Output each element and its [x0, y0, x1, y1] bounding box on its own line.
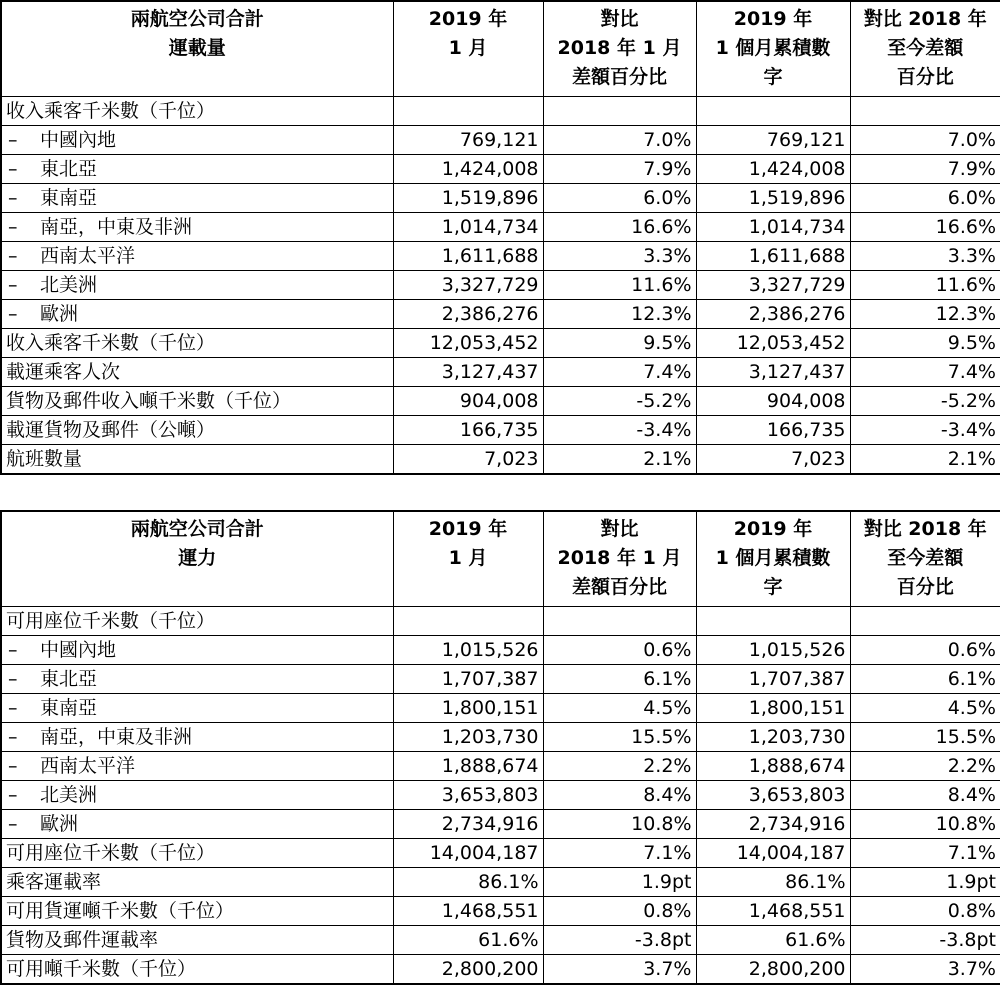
- traffic-header-1: [393, 1, 543, 96]
- traffic-row-label: [1, 299, 393, 328]
- traffic-cell-v1: 1,519,896: [393, 183, 543, 212]
- traffic-cell-v2: 7.9%: [543, 154, 696, 183]
- traffic-cell-v3: 1,014,734: [696, 212, 850, 241]
- capacity-row-label: [1, 867, 393, 896]
- traffic-cell-v1: 12,053,452: [393, 328, 543, 357]
- traffic-header-3-line: 字: [763, 66, 783, 88]
- traffic-cell-v3: 904,008: [696, 386, 850, 415]
- capacity-row-label-text: 歐洲: [40, 812, 79, 835]
- capacity-row-label: [1, 896, 393, 925]
- capacity-row-label-text: 貨物及郵件運載率: [6, 928, 159, 951]
- traffic-table-body: [1, 96, 1000, 474]
- capacity-row-label-text: 可用噸千米數（千位）: [6, 957, 197, 980]
- traffic-cell-v4: 7.0%: [850, 125, 1000, 154]
- capacity-header-3: [696, 511, 850, 606]
- traffic-cell-v2: -5.2%: [543, 386, 696, 415]
- capacity-cell-v2: 7.1%: [543, 838, 696, 867]
- table-row: [1, 444, 1000, 474]
- traffic-section-empty-cell: [393, 96, 543, 125]
- capacity-header-3-line: 1 個月累積數: [715, 547, 831, 569]
- traffic-header-2: [543, 1, 696, 96]
- capacity-row-label: [1, 780, 393, 809]
- table-row: [1, 722, 1000, 751]
- traffic-cell-v4: 7.4%: [850, 357, 1000, 386]
- traffic-row-label-text: 載運貨物及郵件（公噸）: [6, 418, 216, 441]
- capacity-header-4-line: 百分比: [896, 576, 954, 598]
- traffic-cell-v1: 7,023: [393, 444, 543, 474]
- table-row: [1, 241, 1000, 270]
- traffic-header-4: [850, 1, 1000, 96]
- capacity-header-0: [1, 511, 393, 606]
- capacity-header-3-line: 字: [763, 576, 783, 598]
- traffic-row-label: [1, 328, 393, 357]
- table-row: [1, 664, 1000, 693]
- capacity-section-empty-cell: [850, 606, 1000, 635]
- traffic-row-label-text: 歐洲: [40, 302, 79, 325]
- traffic-cell-v2: 11.6%: [543, 270, 696, 299]
- capacity-cell-v3: 14,004,187: [696, 838, 850, 867]
- capacity-row-label: [1, 635, 393, 664]
- traffic-cell-v1: 1,014,734: [393, 212, 543, 241]
- traffic-table-header: [1, 1, 1000, 96]
- capacity-header-3-line: 2019 年: [733, 518, 813, 540]
- traffic-row-label: [1, 415, 393, 444]
- traffic-header-1-line: 2019 年: [428, 8, 508, 30]
- traffic-cell-v4: 6.0%: [850, 183, 1000, 212]
- capacity-cell-v2: 15.5%: [543, 722, 696, 751]
- traffic-cell-v2: 2.1%: [543, 444, 696, 474]
- traffic-row-label-text: 西南太平洋: [40, 244, 136, 267]
- capacity-row-label-text: 西南太平洋: [40, 754, 136, 777]
- capacity-row-label-text: 北美洲: [40, 783, 98, 806]
- traffic-row-label-text: 北美洲: [40, 273, 98, 296]
- traffic-cell-v4: 7.9%: [850, 154, 1000, 183]
- table-row: [1, 809, 1000, 838]
- table-row: [1, 212, 1000, 241]
- capacity-cell-v3: 61.6%: [696, 925, 850, 954]
- capacity-header-2-line: 2018 年 1 月: [557, 547, 682, 569]
- dash-marker: –: [8, 667, 18, 690]
- capacity-row-label: [1, 722, 393, 751]
- table-row: [1, 635, 1000, 664]
- traffic-cell-v4: 12.3%: [850, 299, 1000, 328]
- traffic-cell-v1: 3,127,437: [393, 357, 543, 386]
- table-row: [1, 954, 1000, 984]
- table-row: [1, 780, 1000, 809]
- traffic-header-4-line: 百分比: [896, 66, 954, 88]
- capacity-row-label-text: 東北亞: [40, 667, 98, 690]
- capacity-table-body: [1, 606, 1000, 984]
- traffic-section-empty-cell: [543, 96, 696, 125]
- traffic-header-4-line: 至今差額: [887, 37, 964, 59]
- capacity-row-label: [1, 838, 393, 867]
- traffic-cell-v3: 1,519,896: [696, 183, 850, 212]
- capacity-header-1: [393, 511, 543, 606]
- dash-marker: –: [8, 186, 18, 209]
- capacity-cell-v1: 86.1%: [393, 867, 543, 896]
- capacity-row-label: [1, 925, 393, 954]
- capacity-table: [0, 510, 1000, 985]
- traffic-cell-v3: 2,386,276: [696, 299, 850, 328]
- traffic-row-label: [1, 154, 393, 183]
- dash-marker: –: [8, 128, 18, 151]
- capacity-header-4-line: 至今差額: [887, 547, 964, 569]
- capacity-section-empty-cell: [543, 606, 696, 635]
- traffic-cell-v3: 3,327,729: [696, 270, 850, 299]
- table-row: [1, 183, 1000, 212]
- capacity-cell-v3: 2,800,200: [696, 954, 850, 984]
- capacity-cell-v1: 1,015,526: [393, 635, 543, 664]
- table-row: [1, 838, 1000, 867]
- traffic-cell-v3: 3,127,437: [696, 357, 850, 386]
- dash-marker: –: [8, 638, 18, 661]
- traffic-section-empty-cell: [850, 96, 1000, 125]
- capacity-cell-v1: 61.6%: [393, 925, 543, 954]
- dash-marker: –: [8, 754, 18, 777]
- table-row: [1, 125, 1000, 154]
- capacity-row-label-text: 南亞，中東及非洲: [40, 725, 193, 748]
- traffic-cell-v4: 2.1%: [850, 444, 1000, 474]
- traffic-cell-v3: 769,121: [696, 125, 850, 154]
- dash-marker: –: [8, 302, 18, 325]
- traffic-cell-v4: 11.6%: [850, 270, 1000, 299]
- traffic-row-label: [1, 212, 393, 241]
- traffic-row-label-text: 東南亞: [40, 186, 98, 209]
- capacity-cell-v3: 1,015,526: [696, 635, 850, 664]
- capacity-cell-v1: 3,653,803: [393, 780, 543, 809]
- traffic-cell-v4: 16.6%: [850, 212, 1000, 241]
- table-row: [1, 357, 1000, 386]
- traffic-cell-v2: 7.0%: [543, 125, 696, 154]
- capacity-cell-v4: 15.5%: [850, 722, 1000, 751]
- capacity-section-empty-cell: [393, 606, 543, 635]
- traffic-row-label-text: 東北亞: [40, 157, 98, 180]
- table-row: [1, 896, 1000, 925]
- table-row: [1, 299, 1000, 328]
- capacity-cell-v2: -3.8pt: [543, 925, 696, 954]
- capacity-row-label-text: 中國內地: [40, 638, 117, 661]
- capacity-cell-v1: 2,800,200: [393, 954, 543, 984]
- capacity-cell-v2: 0.6%: [543, 635, 696, 664]
- traffic-cell-v1: 166,735: [393, 415, 543, 444]
- capacity-cell-v4: 0.8%: [850, 896, 1000, 925]
- table-row: [1, 270, 1000, 299]
- capacity-cell-v2: 10.8%: [543, 809, 696, 838]
- traffic-cell-v1: 769,121: [393, 125, 543, 154]
- capacity-cell-v4: 8.4%: [850, 780, 1000, 809]
- capacity-header-0-line: 運力: [178, 547, 217, 569]
- capacity-cell-v3: 3,653,803: [696, 780, 850, 809]
- traffic-cell-v2: 12.3%: [543, 299, 696, 328]
- traffic-cell-v3: 7,023: [696, 444, 850, 474]
- capacity-cell-v2: 1.9pt: [543, 867, 696, 896]
- dash-marker: –: [8, 812, 18, 835]
- capacity-cell-v3: 1,203,730: [696, 722, 850, 751]
- traffic-row-label-text: 中國內地: [40, 128, 117, 151]
- traffic-row-label-text: 載運乘客人次: [6, 360, 121, 383]
- capacity-cell-v2: 2.2%: [543, 751, 696, 780]
- traffic-header-3: [696, 1, 850, 96]
- capacity-cell-v1: 1,707,387: [393, 664, 543, 693]
- capacity-cell-v2: 0.8%: [543, 896, 696, 925]
- capacity-section-label: 可用座位千米數（千位）: [1, 606, 393, 635]
- traffic-cell-v1: 3,327,729: [393, 270, 543, 299]
- traffic-header-4-line: 對比 2018 年: [863, 8, 987, 30]
- traffic-header-0-line: 運載量: [168, 37, 226, 59]
- traffic-section-row: [1, 96, 1000, 125]
- traffic-header-2-line: 差額百分比: [571, 66, 667, 88]
- capacity-cell-v4: 3.7%: [850, 954, 1000, 984]
- table-row: [1, 328, 1000, 357]
- traffic-cell-v1: 904,008: [393, 386, 543, 415]
- table-row: [1, 415, 1000, 444]
- capacity-cell-v2: 6.1%: [543, 664, 696, 693]
- table-row: [1, 751, 1000, 780]
- traffic-row-label: [1, 444, 393, 474]
- traffic-cell-v3: 1,611,688: [696, 241, 850, 270]
- capacity-cell-v4: 10.8%: [850, 809, 1000, 838]
- capacity-row-label: [1, 751, 393, 780]
- capacity-cell-v1: 1,888,674: [393, 751, 543, 780]
- traffic-section-empty-cell: [696, 96, 850, 125]
- dash-marker: –: [8, 783, 18, 806]
- capacity-cell-v1: 14,004,187: [393, 838, 543, 867]
- capacity-cell-v4: 6.1%: [850, 664, 1000, 693]
- dash-marker: –: [8, 273, 18, 296]
- capacity-header-4: [850, 511, 1000, 606]
- capacity-cell-v4: 4.5%: [850, 693, 1000, 722]
- traffic-cell-v1: 2,386,276: [393, 299, 543, 328]
- traffic-cell-v3: 12,053,452: [696, 328, 850, 357]
- dash-marker: –: [8, 696, 18, 719]
- traffic-cell-v2: 9.5%: [543, 328, 696, 357]
- traffic-cell-v2: 16.6%: [543, 212, 696, 241]
- traffic-header-0: [1, 1, 393, 96]
- capacity-row-label: [1, 693, 393, 722]
- traffic-row-label: [1, 241, 393, 270]
- capacity-cell-v3: 1,468,551: [696, 896, 850, 925]
- traffic-row-label-text: 貨物及郵件收入噸千米數（千位）: [6, 389, 292, 412]
- traffic-header-2-line: 對比: [600, 8, 639, 30]
- traffic-cell-v4: 9.5%: [850, 328, 1000, 357]
- traffic-cell-v2: -3.4%: [543, 415, 696, 444]
- traffic-section-label: 收入乘客千米數（千位）: [1, 96, 393, 125]
- traffic-cell-v3: 166,735: [696, 415, 850, 444]
- capacity-cell-v4: 1.9pt: [850, 867, 1000, 896]
- capacity-cell-v3: 1,707,387: [696, 664, 850, 693]
- capacity-cell-v1: 1,800,151: [393, 693, 543, 722]
- traffic-cell-v1: 1,611,688: [393, 241, 543, 270]
- traffic-row-label: [1, 125, 393, 154]
- capacity-cell-v2: 3.7%: [543, 954, 696, 984]
- traffic-cell-v1: 1,424,008: [393, 154, 543, 183]
- traffic-cell-v2: 7.4%: [543, 357, 696, 386]
- traffic-row-label: [1, 386, 393, 415]
- dash-marker: –: [8, 725, 18, 748]
- capacity-row-label-text: 東南亞: [40, 696, 98, 719]
- capacity-header-4-line: 對比 2018 年: [863, 518, 987, 540]
- capacity-row-label: [1, 664, 393, 693]
- capacity-row-label: [1, 954, 393, 984]
- dash-marker: –: [8, 215, 18, 238]
- table-row: [1, 154, 1000, 183]
- capacity-cell-v4: 7.1%: [850, 838, 1000, 867]
- capacity-row-label: [1, 809, 393, 838]
- table-row: [1, 925, 1000, 954]
- traffic-cell-v4: -5.2%: [850, 386, 1000, 415]
- table-row: [1, 867, 1000, 896]
- capacity-row-label-text: 乘客運載率: [6, 870, 102, 893]
- capacity-cell-v3: 1,800,151: [696, 693, 850, 722]
- capacity-header-2-line: 差額百分比: [571, 576, 667, 598]
- capacity-header-2: [543, 511, 696, 606]
- traffic-table: [0, 0, 1000, 475]
- table-row: [1, 693, 1000, 722]
- capacity-cell-v2: 8.4%: [543, 780, 696, 809]
- capacity-cell-v1: 1,203,730: [393, 722, 543, 751]
- dash-marker: –: [8, 244, 18, 267]
- capacity-cell-v4: 2.2%: [850, 751, 1000, 780]
- capacity-section-row: [1, 606, 1000, 635]
- traffic-row-label: [1, 183, 393, 212]
- traffic-cell-v2: 3.3%: [543, 241, 696, 270]
- capacity-header-1-line: 1 月: [448, 547, 488, 569]
- traffic-cell-v2: 6.0%: [543, 183, 696, 212]
- capacity-header-2-line: 對比: [600, 518, 639, 540]
- traffic-header-2-line: 2018 年 1 月: [557, 37, 682, 59]
- traffic-header-1-line: 1 月: [448, 37, 488, 59]
- capacity-cell-v1: 2,734,916: [393, 809, 543, 838]
- capacity-cell-v4: -3.8pt: [850, 925, 1000, 954]
- table-row: [1, 386, 1000, 415]
- traffic-header-3-line: 2019 年: [733, 8, 813, 30]
- capacity-row-label-text: 可用座位千米數（千位）: [6, 841, 216, 864]
- capacity-cell-v4: 0.6%: [850, 635, 1000, 664]
- traffic-row-label: [1, 357, 393, 386]
- capacity-cell-v3: 86.1%: [696, 867, 850, 896]
- dash-marker: –: [8, 157, 18, 180]
- traffic-row-label-text: 航班數量: [6, 447, 83, 470]
- traffic-cell-v4: 3.3%: [850, 241, 1000, 270]
- capacity-table-header: [1, 511, 1000, 606]
- traffic-cell-v4: -3.4%: [850, 415, 1000, 444]
- capacity-cell-v2: 4.5%: [543, 693, 696, 722]
- capacity-header-0-line: 兩航空公司合計: [130, 518, 264, 540]
- traffic-cell-v3: 1,424,008: [696, 154, 850, 183]
- traffic-header-3-line: 1 個月累積數: [715, 37, 831, 59]
- capacity-cell-v3: 2,734,916: [696, 809, 850, 838]
- capacity-cell-v1: 1,468,551: [393, 896, 543, 925]
- capacity-cell-v3: 1,888,674: [696, 751, 850, 780]
- capacity-row-label-text: 可用貨運噸千米數（千位）: [6, 899, 235, 922]
- traffic-row-label-text: 收入乘客千米數（千位）: [6, 331, 216, 354]
- traffic-row-label-text: 南亞，中東及非洲: [40, 215, 193, 238]
- traffic-header-0-line: 兩航空公司合計: [130, 8, 264, 30]
- traffic-row-label: [1, 270, 393, 299]
- capacity-section-empty-cell: [696, 606, 850, 635]
- capacity-header-1-line: 2019 年: [428, 518, 508, 540]
